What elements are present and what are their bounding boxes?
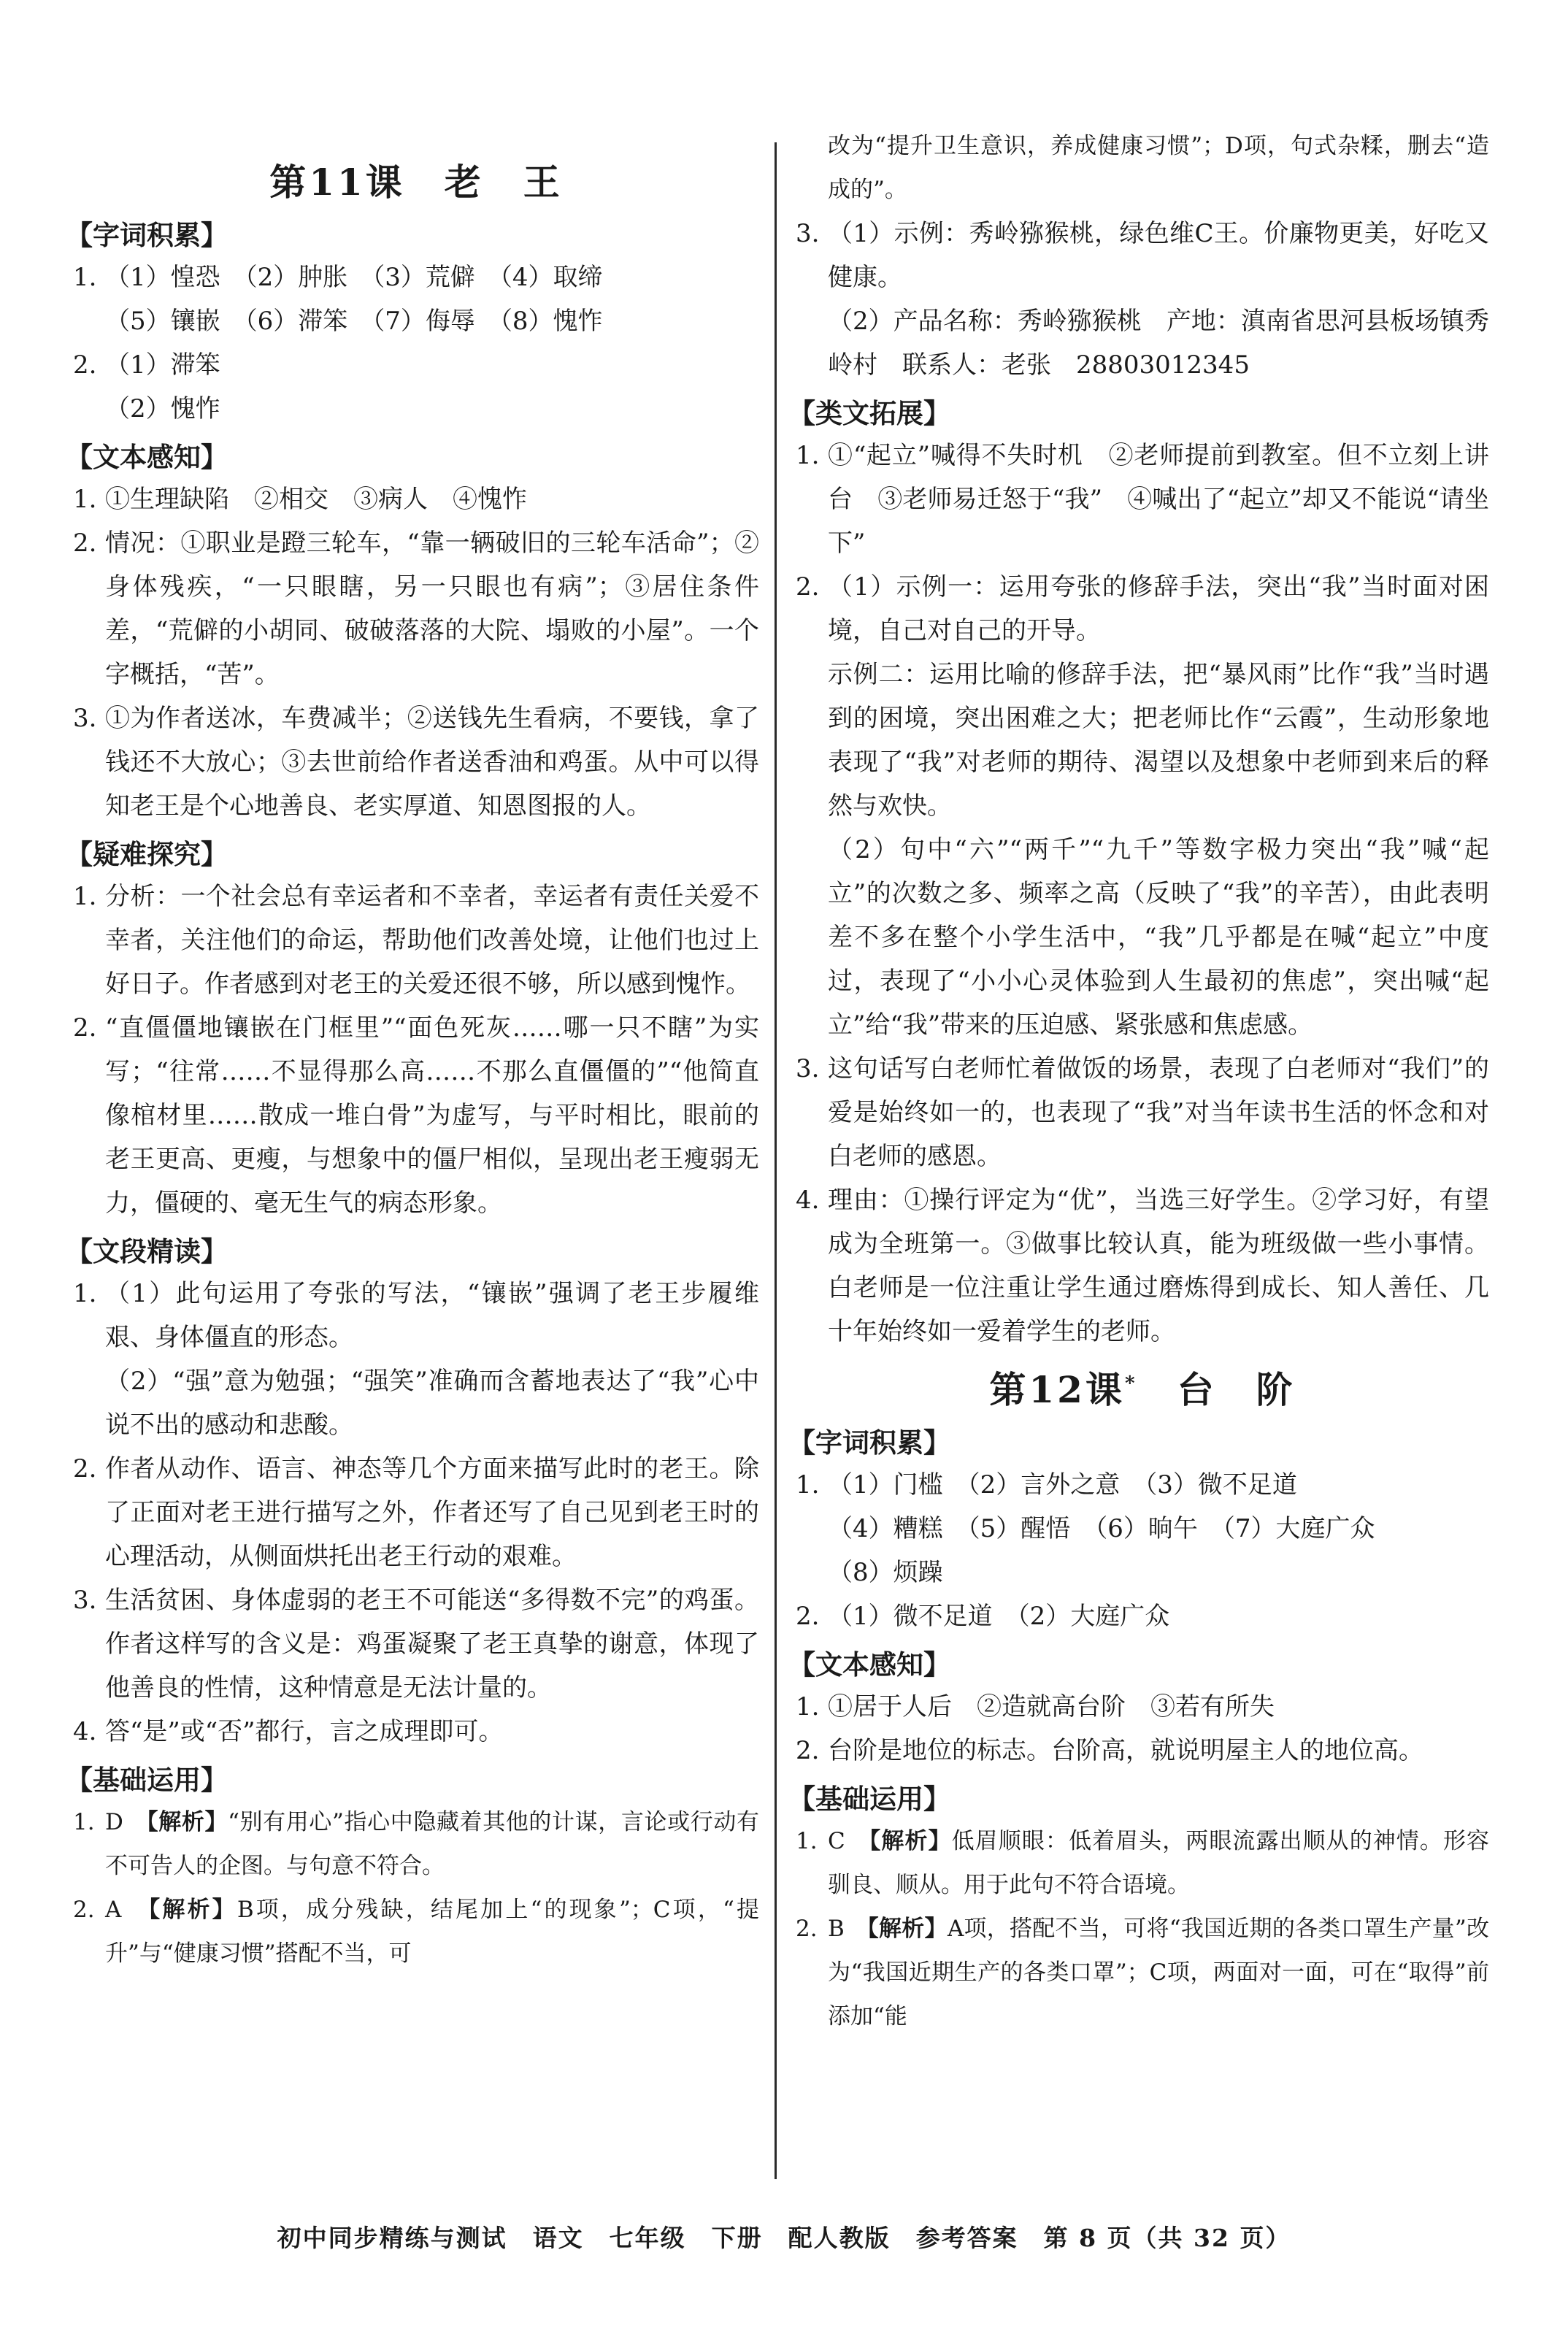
section-text-perception: 【文本感知】 <box>66 441 228 473</box>
lesson-11-title: 第11课 老 王 <box>269 161 563 204</box>
answer-item: 1. ①生理缺陷 ②相交 ③病人 ④愧怍 <box>73 485 527 514</box>
answer-item: 1. ①“起立”喊得不失时机 ②老师提前到教室。但不立刻上讲台 ③老师易迁怒于“我” ④喊出了“起立”却又不能说“请坐下” <box>796 441 1489 558</box>
section-vocab: 【字词积累】 <box>66 219 228 251</box>
section-basic-use: 【基础运用】 <box>66 1764 228 1796</box>
section-text-perception-12: 【文本感知】 <box>788 1648 950 1681</box>
answer-line: 示例二：运用比喻的修辞手法，把“暴风雨”比作“我”当时遇到的困境，突出困难之大；把老师比作“云霞”，生动形象地表现了“我”对老师的期待、渴望以及想象中老师到来后的释然与欢快。 <box>828 660 1489 821</box>
answer-line: （5）镶嵌 （6）滞笨 （7）侮辱 （8）愧怍 <box>105 307 603 336</box>
answer-line: （4）糟糕 （5）醒悟 （6）晌午 （7）大庭广众 <box>828 1514 1375 1543</box>
section-close-reading: 【文段精读】 <box>66 1235 228 1267</box>
answer-item: 2. （1）示例一：运用夸张的修辞手法，突出“我”当时面对困境，自己对自己的开导。 <box>796 572 1489 645</box>
answer-item: 2. 台阶是地位的标志。台阶高，就说明屋主人的地位高。 <box>796 1736 1423 1765</box>
answer-item: 3. （1）示例：秀岭猕猴桃，绿色维C王。价廉物更美，好吃又健康。 <box>796 219 1489 292</box>
section-vocab-12: 【字词积累】 <box>788 1426 950 1459</box>
answer-line: （2）愧怍 <box>105 394 220 423</box>
answer-item: 1. （1）门槛 （2）言外之意 （3）微不足道 <box>796 1470 1297 1500</box>
answer-item: 2. （1）微不足道 （2）大庭广众 <box>796 1602 1170 1631</box>
answer-item: 3. ①为作者送冰，车费减半；②送钱先生看病，不要钱，拿了钱还不大放心；③去世前给作者送香油和鸡蛋。从中可以得知老王是个心地善良、老实厚道、知恩图报的人。 <box>73 704 759 821</box>
answer-item: 2. 作者从动作、语言、神态等几个方面来描写此时的老王。除了正面对老王进行描写之外，作者还写了自己见到老王时的心理活动，从侧面烘托出老王行动的艰难。 <box>73 1454 759 1571</box>
answer-item: 2. B 【解析】A项，搭配不当，可将“我国近期的各类口罩生产量”改为“我国近期生产的各类口罩”；C项，两面对一面，可在“取得”前添加“能 <box>796 1916 1490 2030</box>
answer-item: 1. D 【解析】“别有用心”指心中隐藏着其他的计谋，言论或行动有不可告人的企图。与句意不符合。 <box>73 1809 759 1879</box>
answer-item: 2. “直僵僵地镶嵌在门框里”“面色死灰……哪一只不瞎”为实写；“往常……不显得那么高……不那么直僵僵的”“他简直像棺材里……散成一堆白骨”为虚写，与平时相比，眼前的老王更高、更瘦，与想象中的僵尸相似，呈现出老王瘦弱无力，僵硬的、毫无生气的病态形象。 <box>73 1013 759 1218</box>
column-divider <box>775 142 777 2179</box>
answer-line: （2）产品名称：秀岭猕猴桃 产地：滇南省思河县板场镇秀岭村 联系人：老张 28803012345 <box>828 307 1489 380</box>
answer-item: 1. C 【解析】低眉顺眼：低着眉头，两眼流露出顺从的神情。形容驯良、顺从。用于此句不符合语境。 <box>796 1828 1490 1898</box>
answer-line: （2）句中“六”“两千”“九千”等数字极力突出“我”喊“起立”的次数之多、频率之高（反映了“我”的辛苦），由此表明差不多在整个小学生活中，“我”几乎都是在喊“起立”中度过，表现了“小小心灵体验到人生最初的焦虑”，突出喊“起立”给“我”带来的压迫感、紧张感和焦虑感。 <box>828 835 1489 1040</box>
answer-continuation: 改为“提升卫生意识，养成健康习惯”；D项，句式杂糅，删去“造成的”。 <box>828 133 1489 203</box>
page-footer: 初中同步精练与测试 语文 七年级 下册 配人教版 参考答案 第 8 页（共 32 页） <box>277 2224 1291 2252</box>
answer-item: 1. 分析：一个社会总有幸运者和不幸者，幸运者有责任关爱不幸者，关注他们的命运，帮助他们改善处境，让他们也过上好日子。作者感到对老王的关爱还很不够，所以感到愧怍。 <box>73 882 759 999</box>
answer-item: 1. （1）惶恐 （2）肿胀 （3）荒僻 （4）取缔 <box>73 263 603 292</box>
answer-item: 4. 答“是”或“否”都行，言之成理即可。 <box>73 1717 504 1746</box>
left-column <box>66 146 759 1975</box>
answer-item: 3. 生活贫困、身体虚弱的老王不可能送“多得数不完”的鸡蛋。作者这样写的含义是：鸡蛋凝聚了老王真挚的谢意，体现了他善良的性情，这种情意是无法计量的。 <box>73 1586 759 1702</box>
right-column <box>788 124 1490 2038</box>
answer-item: 2. A 【解析】B项，成分残缺，结尾加上“的现象”；C项，“提升”与“健康习惯”搭配不当，可 <box>73 1897 759 1967</box>
section-basic-use-12: 【基础运用】 <box>788 1783 950 1815</box>
answer-item: 2. （1）滞笨 <box>73 350 220 380</box>
answer-item: 1. （1）此句运用了夸张的写法，“镶嵌”强调了老王步履维艰、身体僵直的形态。 <box>73 1279 759 1352</box>
answer-item: 4. 理由：①操行评定为“优”，当选三好学生。②学习好，有望成为全班第一。③做事比较认真，能为班级做一些小事情。白老师是一位注重让学生通过磨炼得到成长、知人善任、几十年始终如一爱着学生的老师。 <box>796 1186 1489 1346</box>
answer-item: 1. ①居于人后 ②造就高台阶 ③若有所失 <box>796 1692 1275 1721</box>
answer-line: （8）烦躁 <box>828 1558 943 1587</box>
section-difficulty: 【疑难探究】 <box>66 838 228 870</box>
section-extension: 【类文拓展】 <box>788 397 950 429</box>
answer-item: 2. 情况：①职业是蹬三轮车，“靠一辆破旧的三轮车活命”；②身体残疾，“一只眼瞎，另一只眼也有病”；③居住条件差，“荒僻的小胡同、破破落落的大院、塌败的小屋”。一个字概括，“苦”。 <box>73 529 759 689</box>
lesson-12-title: 第12课* 台 阶 <box>989 1368 1296 1411</box>
answer-item: 3. 这句话写白老师忙着做饭的场景，表现了白老师对“我们”的爱是始终如一的，也表现了“我”对当年读书生活的怀念和对白老师的感恩。 <box>796 1054 1489 1171</box>
answer-line: （2）“强”意为勉强；“强笑”准确而含蓄地表达了“我”心中说不出的感动和悲酸。 <box>105 1367 759 1440</box>
